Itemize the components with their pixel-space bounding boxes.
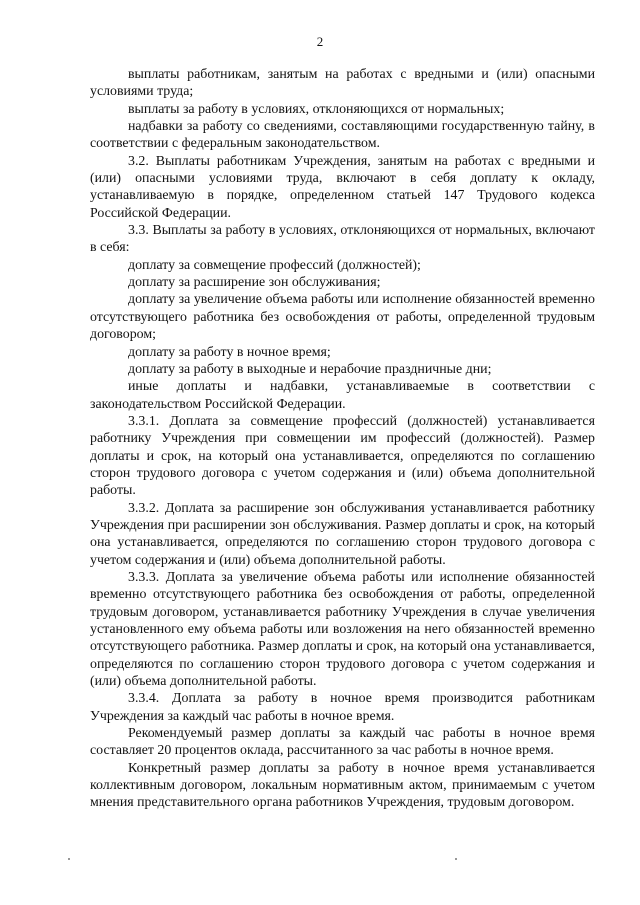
paragraph: Конкретный размер доплаты за работу в ночное время устанавливается коллективным договором, локальным нормативным актом, принимаемым с учетом мнения представительного органа работников Учреждения, трудовым договором. — [90, 760, 595, 811]
paragraph: надбавки за работу со сведениями, составляющими государственную тайну, в соответствии с федеральным законодательством. — [90, 119, 595, 152]
paragraph: выплаты работникам, занятым на работах с вредными и (или) опасными условиями труда; — [90, 67, 595, 100]
paragraph: 3.2. Выплаты работникам Учреждения, занятым на работах с вредными и (или) опасными условиями труда, включают в себя доплату к окладу, устанавливаемую в порядке, определенном статьей 147 Трудового кодекса Российской Федерации. — [90, 153, 595, 221]
paragraph: 3.3.3. Доплата за увеличение объема работы или исполнение обязанностей временно отсутствующего работника без освобождения от работы, определенной трудовым договором, устанавливается работнику Учреждения в случае увеличения установленного ему объема работы или возложения на него обязанностей временно отсутствующего работника. Размер доплаты и срок, на который она устанавливается, определяются по соглашению сторон трудового договора с учетом содержания и (или) объема дополнительной работы. — [90, 569, 595, 690]
paragraph: 3.3.1. Доплата за совмещение профессий (должностей) устанавливается работнику Учреждения при совмещении им профессий (должностей). Размер доплаты и срок, на который она устанавливается, определяются по соглашению сторон трудового договора с учетом содержания и (или) объема дополнительной работы. — [90, 413, 595, 499]
paragraph: доплату за работу в ночное время; — [128, 344, 331, 360]
paragraph: доплату за совмещение профессий (должностей); — [128, 257, 421, 273]
scan-mark — [455, 858, 457, 860]
page-number: 2 — [316, 34, 324, 49]
paragraph: доплату за работу в выходные и нерабочие праздничные дни; — [128, 361, 492, 377]
paragraph: 3.3.4. Доплата за работу в ночное время производится работникам Учреждения за каждый час работы в ночное время. — [90, 691, 595, 724]
scan-mark — [68, 858, 70, 860]
paragraph: иные доплаты и надбавки, устанавливаемые в соответствии с законодательством Российской Федерации. — [90, 379, 595, 412]
paragraph: выплаты за работу в условиях, отклоняющихся от нормальных; — [128, 101, 505, 117]
paragraph: Рекомендуемый размер доплаты за каждый час работы в ночное время составляет 20 процентов оклада, рассчитанного за час работы в ночное время. — [90, 726, 595, 759]
paragraph: доплату за расширение зон обслуживания; — [128, 275, 381, 291]
paragraph: 3.3. Выплаты за работу в условиях, отклоняющихся от нормальных, включают в себя: — [90, 223, 595, 256]
paragraph: доплату за увеличение объема работы или исполнение обязанностей временно отсутствующего работника без освобождения от работы, определенной трудовым договором; — [90, 292, 595, 343]
document-body — [90, 66, 595, 812]
paragraph: 3.3.2. Доплата за расширение зон обслуживания устанавливается работнику Учреждения при расширении зон обслуживания. Размер доплаты и срок, на который она устанавливается, определяются по соглашению сторон трудового договора с учетом содержания и (или) объема дополнительной работы. — [90, 500, 595, 568]
